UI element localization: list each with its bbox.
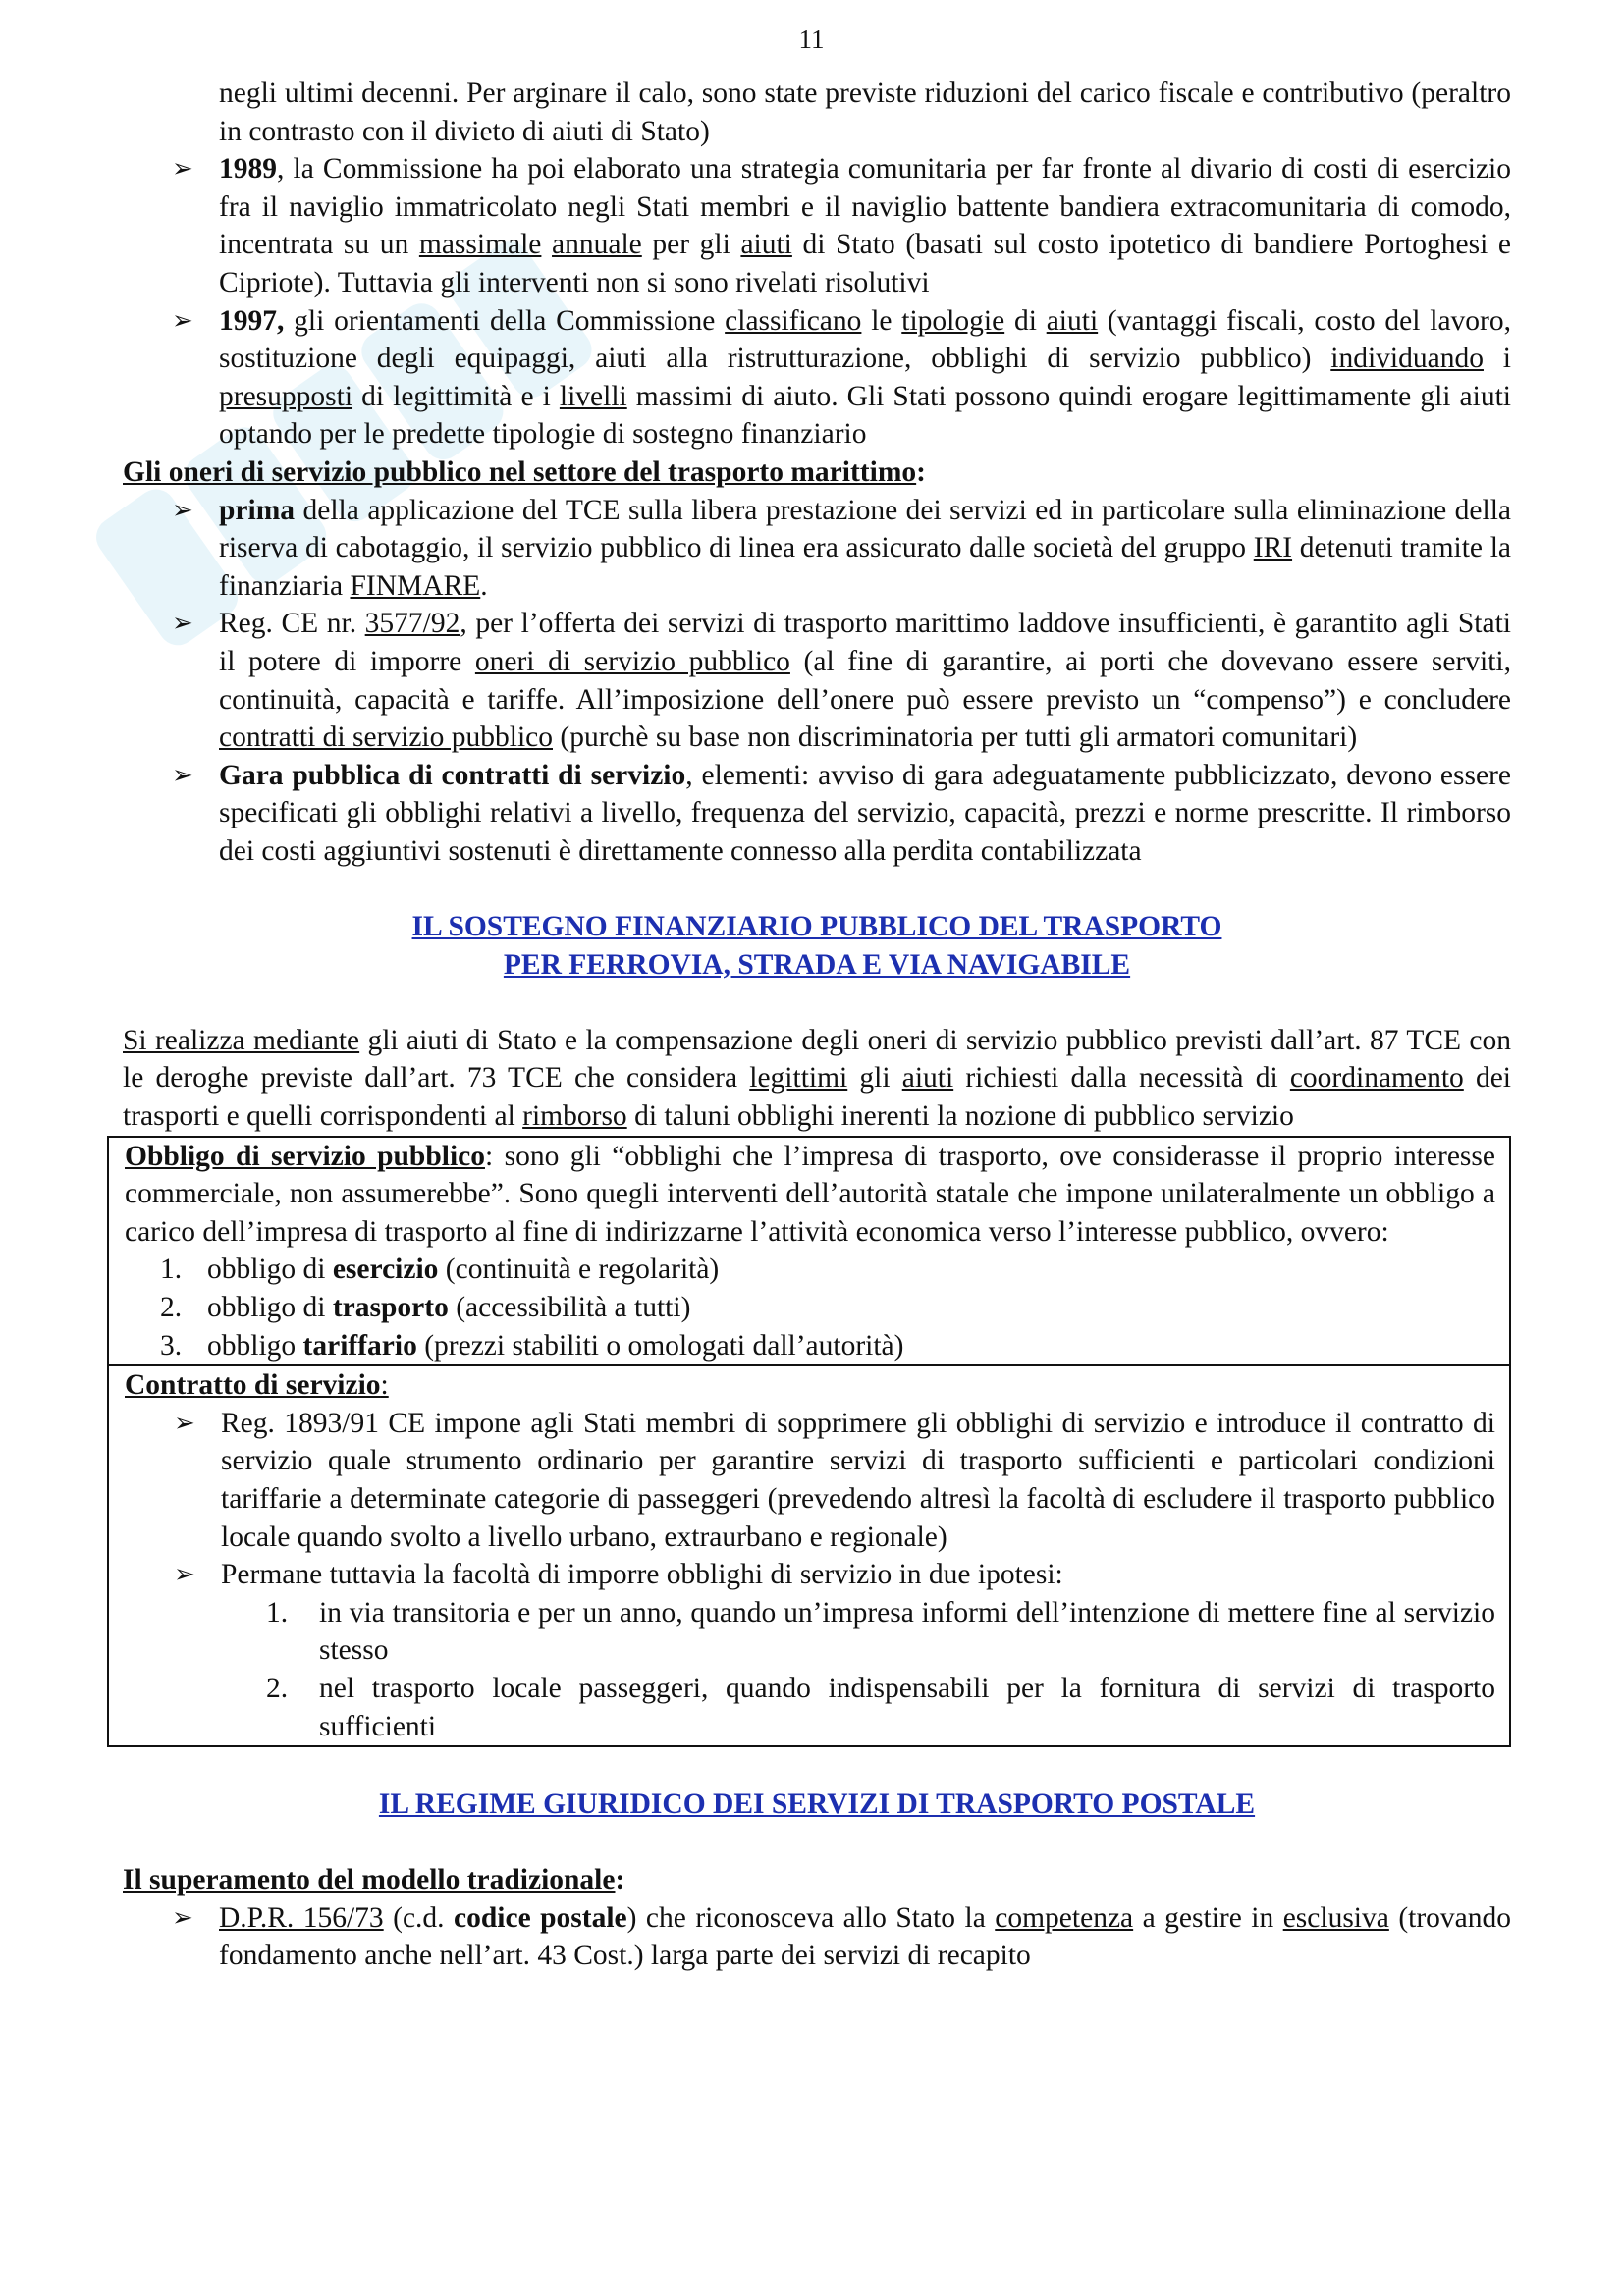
arrow-bullet-icon: ➢ bbox=[172, 495, 193, 524]
arrow-bullet-icon: ➢ bbox=[174, 1560, 195, 1589]
page-number: 11 bbox=[798, 25, 825, 54]
section-title-sostegno-1: IL SOSTEGNO FINANZIARIO PUBBLICO DEL TRASPORTO bbox=[411, 911, 1222, 943]
arrow-bullet-icon: ➢ bbox=[172, 1902, 193, 1932]
section-title-sostegno-2: PER FERROVIA, STRADA E VIA NAVIGABILE bbox=[503, 948, 1131, 981]
bullet-dpr-156: ➢ D.P.R. 156/73 (c.d. codice postale) che riconosceva allo Stato la competenza a gestire in esclusiva (trovando fondamento anche nell’art. 43 Cost.) larga parte dei servizi di recapito bbox=[123, 1899, 1511, 1975]
ipotesi-item-2: 2. nel trasporto locale passeggeri, quando indispensabili per la fornitura di servizi di trasporto sufficienti bbox=[266, 1672, 1495, 1742]
oneri-heading: Gli oneri di servizio pubblico nel settore del trasporto marittimo: bbox=[123, 455, 926, 488]
postale-heading: Il superamento del modello tradizionale: bbox=[123, 1863, 625, 1896]
contratto-heading: Contratto di servizio: bbox=[125, 1369, 389, 1402]
page-content bbox=[123, 75, 1511, 1975]
sostegno-paragraph: Si realizza mediante gli aiuti di Stato e la compensazione degli oneri di servizio pubblico previsti dall’art. 87 TCE con le deroghe previste dall’art. 73 TCE che considera legittimi gli aiuti richiesti dalla necessità di coordinamento dei trasporti e quelli corrispondenti al rimborso di taluni obblighi inerenti la nozione di pubblico servizio bbox=[123, 1024, 1512, 1133]
box-contratto-servizio bbox=[107, 1366, 1511, 1747]
bullet-reg-3577: ➢ Reg. CE nr. 3577/92, per l’offerta dei servizi di trasporto marittimo laddove insufficienti, è garantito agli Stati il potere di imporre oneri di servizio pubblico (al fine di garantire, ai porti che dovevano essere serviti, continuità, capacità e tariffe. All’imposizione dell’onere può essere previsto un “compenso”) e concludere contratti di servizio pubblico (purchè su base non discriminatoria per tutti gli armatori comunitari) bbox=[123, 605, 1511, 756]
arrow-bullet-icon: ➢ bbox=[172, 305, 193, 335]
obbligo-item-3: 3. obbligo tariffario (prezzi stabiliti o omologati dall’autorità) bbox=[160, 1329, 904, 1362]
bullet-1989: ➢ 1989, la Commissione ha poi elaborato una strategia comunitaria per far fronte al divario di costi di esercizio fra il naviglio immatricolato negli Stati membri e il naviglio battente bandiera extracomunitaria di comodo, incentrata su un massimale annuale per gli aiuti di Stato (basati sul costo ipotetico di bandiere Portoghesi e Cipriote). Tuttavia gli interventi non si sono rivelati risolutivi bbox=[123, 150, 1511, 301]
bullet-gara: ➢ Gara pubblica di contratti di servizio, elementi: avviso di gara adeguatamente pubblicizzato, devono essere specificati gli obblighi relativi a livello, frequenza del servizio, capacità, prezzi e norme prescritte. Il rimborso dei costi aggiuntivi sostenuti è direttamente connesso alla perdita contabilizzata bbox=[123, 757, 1511, 871]
box-obbligo-servizio bbox=[107, 1136, 1511, 1367]
arrow-bullet-icon: ➢ bbox=[172, 154, 193, 184]
contratto-bullet-permane: ➢ Permane tuttavia la facoltà di imporre obblighi di servizio in due ipotesi: bbox=[109, 1556, 1495, 1594]
obbligo-item-2: 2. obbligo di trasporto (accessibilità a tutti) bbox=[160, 1292, 691, 1323]
bullet-1997: ➢ 1997, gli orientamenti della Commissione classificano le tipologie di aiuti (vantaggi fiscali, costo del lavoro, sostituzione degli equipaggi, aiuti alla ristrutturazione, obblighi di servizio pubblico) individuando i presupposti di legittimità e i livelli massimi di aiuto. Gli Stati possono quindi erogare legittimamente gli aiuti optando per le predette tipologie di sostegno finanziario bbox=[123, 302, 1511, 454]
obbligo-item-1: 1. obbligo di esercizio (continuità e regolarità) bbox=[160, 1254, 720, 1286]
arrow-bullet-icon: ➢ bbox=[172, 609, 193, 638]
section-title-postale: IL REGIME GIURIDICO DEI SERVIZI DI TRASPORTO POSTALE bbox=[378, 1788, 1256, 1820]
ipotesi-item-1: 1. in via transitoria e per un anno, quando un’impresa informi dell’intenzione di mettere fine al servizio stesso bbox=[266, 1596, 1495, 1667]
obbligo-definition: Obbligo di servizio pubblico: sono gli “obblighi che l’impresa di trasporto, ove considerasse il proprio interesse commerciale, non assumerebbe”. Sono quegli interventi dell’autorità statale che impone unilateralmente un obbligo a carico dell’impresa di trasporto al fine di indirizzarne l’attività economica verso l’interesse pubblico, ovvero: bbox=[125, 1140, 1495, 1248]
continued-paragraph: negli ultimi decenni. Per arginare il calo, sono state previste riduzioni del carico fiscale e contributivo (peraltro in contrasto con il divieto di aiuti di Stato) bbox=[219, 78, 1511, 147]
arrow-bullet-icon: ➢ bbox=[174, 1408, 195, 1437]
bullet-prima: ➢ prima della applicazione del TCE sulla libera prestazione dei servizi ed in particolare sulla eliminazione della riserva di cabotaggio, il servizio pubblico di linea era assicurato dalle società del gruppo IRI detenuti tramite la finanziaria FINMARE. bbox=[123, 492, 1511, 606]
contratto-bullet-reg-1893: ➢ Reg. 1893/91 CE impone agli Stati membri di sopprimere gli obblighi di servizio e introduce il contratto di servizio quale strumento ordinario per garantire servizi di trasporto sufficienti e particolari condizioni tariffarie a determinate categorie di passeggeri (prevedendo altresì la facoltà di escludere il trasporto pubblico locale quando svolto a livello urbano, extraurbano e regionale) bbox=[109, 1405, 1495, 1556]
arrow-bullet-icon: ➢ bbox=[172, 760, 193, 789]
